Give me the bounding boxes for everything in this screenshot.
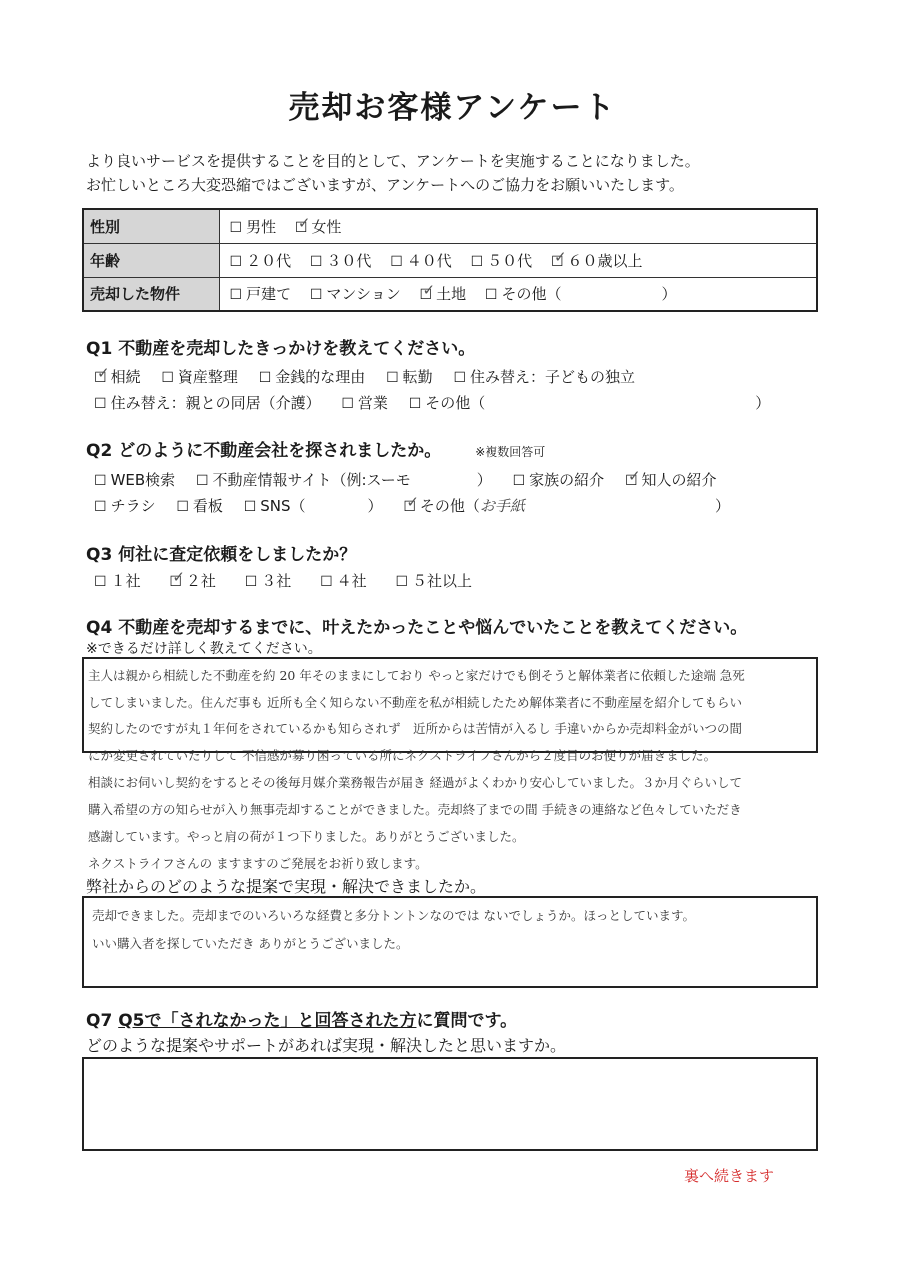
checkbox-icon[interactable]: ☐	[395, 574, 408, 590]
q2-options-row-2	[94, 495, 746, 516]
q1-option-inheritance[interactable]: ☐ ✓ 相続	[94, 366, 141, 387]
age-option-40s[interactable]: ☐ ４０代	[390, 251, 452, 270]
q3-option-3[interactable]: ☐ ３社	[244, 572, 292, 590]
q7-answer-box[interactable]	[82, 1057, 818, 1151]
q4-note: ※できるだけ詳しく教えてください。	[86, 641, 322, 657]
q7-reference: Q5で「されなかった」と回答された方	[118, 1011, 417, 1031]
checkbox-icon[interactable]: ☐	[229, 287, 243, 304]
checkbox-icon[interactable]: ☐	[390, 253, 403, 270]
gender-label: 性別	[83, 209, 219, 243]
checkbox-icon[interactable]: ☐	[309, 287, 323, 304]
q1-option-sales[interactable]: ☐ 営業	[341, 394, 388, 412]
q7-subtitle: どのような提案やサポートがあれば実現・解決したと思いますか。	[86, 1036, 567, 1055]
q4-answer-line-8: ネクストライフさんの ますますのご発展をお祈り致します。	[88, 856, 428, 871]
q5-answer-line-2: いい購入者を探していただき ありがとうございました。	[92, 936, 409, 951]
q1-options-row-2	[94, 392, 786, 413]
intro-line-2: お忙しいところ大変恐縮ではございますが、アンケートへのご協力をお願いいたします。	[86, 176, 684, 194]
q1-option-asset-organizing[interactable]: ☐ 資産整理	[161, 368, 238, 386]
checkbox-icon[interactable]: ☐	[408, 396, 422, 412]
checkbox-checked-icon[interactable]: ☐ ✓	[169, 574, 182, 590]
q4-answer-line-2: してしまいました。住んだ事も 近所も全く知らない不動産を私が相続したため解体業者に不動産屋を紹介してもらい	[88, 695, 742, 710]
q4-answer-line-5: 相談にお伺いし契約をするとその後毎月媒介業務報告が届き 経過がよくわかり安心していました。３か月ぐらいして	[88, 775, 742, 790]
checkbox-icon[interactable]: ☐	[94, 473, 107, 489]
q1-option-relocate-child[interactable]: ☐ 住み替え：子どもの独立	[453, 368, 636, 386]
q2-option-family-referral[interactable]: ☐ 家族の紹介	[512, 471, 605, 489]
checkbox-icon[interactable]: ☐	[244, 574, 258, 590]
q3-option-2[interactable]: ☐ ✓ ２社	[169, 570, 216, 591]
gender-option-female[interactable]: ☐ ✓ 女性	[295, 216, 342, 237]
q2-option-portal-site[interactable]: ☐ 不動産情報サイト（例:スーモ ）	[195, 471, 492, 489]
q2-option-sns[interactable]: ☐ SNS（ ）	[243, 497, 383, 515]
q1-options-row-1	[94, 366, 651, 387]
q4-answer-line-7: 感謝しています。やっと肩の荷が１つ下りました。ありがとうございました。	[88, 829, 525, 844]
property-option-other[interactable]: ☐ その他（ ）	[484, 285, 677, 304]
intro-line-1: より良いサービスを提供することを目的として、アンケートを実施することになりました。	[86, 152, 700, 170]
q5-title: 弊社からのどのような提案で実現・解決できましたか。	[86, 877, 487, 896]
gender-options	[219, 209, 817, 243]
age-option-20s[interactable]: ☐ ２０代	[229, 251, 292, 270]
checkbox-icon[interactable]: ☐	[512, 473, 526, 489]
checkbox-icon[interactable]: ☐	[94, 574, 107, 590]
checkbox-checked-icon[interactable]: ☐ ✓	[420, 287, 433, 303]
q7-title: Q7 Q5で「されなかった」と回答された方に質問です。	[86, 1011, 518, 1031]
gender-option-male[interactable]: ☐ 男性	[229, 217, 277, 236]
q1-option-financial[interactable]: ☐ 金銭的な理由	[258, 368, 366, 386]
property-row	[83, 277, 817, 311]
checkbox-icon[interactable]: ☐	[176, 499, 189, 515]
gender-row	[83, 209, 817, 243]
q3-option-5plus[interactable]: ☐ ５社以上	[395, 572, 473, 590]
q1-option-transfer[interactable]: ☐ 転勤	[386, 368, 433, 386]
checkbox-checked-icon[interactable]: ☐ ✓	[551, 254, 564, 270]
checkbox-icon[interactable]: ☐	[229, 253, 243, 270]
q2-option-other[interactable]: ☐ ✓ その他（お手紙 ）	[403, 495, 730, 516]
checkbox-icon[interactable]: ☐	[243, 499, 257, 515]
checkbox-icon[interactable]: ☐	[309, 253, 323, 270]
q3-title: Q3 何社に査定依頼をしましたか？	[86, 545, 357, 565]
property-option-mansion[interactable]: ☐ マンション	[309, 285, 401, 304]
q4-answer-line-1: 主人は親から相続した不動産を約 20 年そのままにしており やっと家だけでも倒そうと解体業者に依頼した途端 急死	[88, 668, 745, 683]
checkbox-checked-icon[interactable]: ☐ ✓	[625, 473, 638, 489]
age-option-50s[interactable]: ☐ ５０代	[470, 251, 533, 270]
checkbox-checked-icon[interactable]: ☐ ✓	[295, 220, 308, 236]
q4-answer-line-6: 購入希望の方の知らせが入り無事売却することができました。売却終了までの間 手続きの連絡など色々していただき	[88, 802, 742, 817]
checkbox-icon[interactable]: ☐	[94, 499, 107, 515]
age-options	[219, 243, 817, 277]
q2-options-row-1	[94, 469, 733, 490]
age-label: 年齢	[83, 243, 219, 277]
survey-title: 売却お客様アンケート	[288, 90, 617, 126]
checkbox-icon[interactable]: ☐	[161, 370, 174, 386]
checkbox-checked-icon[interactable]: ☐ ✓	[94, 370, 107, 386]
q1-option-other[interactable]: ☐ その他（ ）	[408, 394, 771, 412]
q1-title: Q1 不動産を売却したきっかけを教えてください。	[86, 339, 476, 359]
q2-other-handwritten: お手紙	[479, 497, 525, 515]
property-option-house[interactable]: ☐ 戸建て	[229, 285, 292, 304]
checkbox-icon[interactable]: ☐	[94, 396, 107, 412]
q5-answer-line-1: 売却できました。売却までのいろいろな経費と多分トントンなのでは ないでしょうか。ほっとしています。	[92, 908, 695, 923]
checkbox-icon[interactable]: ☐	[229, 219, 243, 236]
checkbox-icon[interactable]: ☐	[320, 574, 333, 590]
q3-option-1[interactable]: ☐ １社	[94, 572, 141, 590]
q4-title: Q4 不動産を売却するまでに、叶えたかったことや悩んでいたことを教えてください。	[86, 618, 748, 638]
q2-option-flyer[interactable]: ☐ チラシ	[94, 497, 156, 515]
q3-options-row	[94, 570, 488, 591]
q2-option-acquaintance-referral[interactable]: ☐ ✓ 知人の紹介	[625, 469, 717, 490]
q2-note: ※複数回答可	[475, 445, 546, 459]
q3-option-4[interactable]: ☐ ４社	[320, 572, 367, 590]
checkbox-icon[interactable]: ☐	[258, 370, 272, 386]
checkbox-checked-icon[interactable]: ☐ ✓	[403, 499, 416, 515]
checkbox-icon[interactable]: ☐	[470, 253, 484, 270]
respondent-info-table	[82, 208, 818, 312]
q2-option-signboard[interactable]: ☐ 看板	[176, 497, 223, 515]
q1-option-relocate-parent[interactable]: ☐ 住み替え：親との同居（介護）	[94, 394, 321, 412]
property-options	[219, 277, 817, 311]
checkbox-icon[interactable]: ☐	[386, 370, 399, 386]
checkbox-icon[interactable]: ☐	[453, 370, 466, 386]
property-option-land[interactable]: ☐ ✓ 土地	[420, 283, 467, 304]
q2-option-web-search[interactable]: ☐ WEB検索	[94, 471, 176, 489]
checkbox-icon[interactable]: ☐	[484, 287, 498, 304]
age-option-30s[interactable]: ☐ ３０代	[309, 251, 372, 270]
q4-answer-line-4: にか変更されていたりして 不信感が募り困っている所にネクストライフさんから２度目のお便りが届きました。	[88, 748, 717, 763]
checkbox-icon[interactable]: ☐	[341, 396, 354, 412]
q2-title: Q2 どのように不動産会社を探されましたか。 ※複数回答可	[86, 441, 546, 461]
continue-on-back-note: 裏へ続きます	[684, 1167, 775, 1185]
checkbox-icon[interactable]: ☐	[195, 473, 209, 489]
property-label: 売却した物件	[83, 277, 219, 311]
age-row	[83, 243, 817, 277]
age-option-60plus[interactable]: ☐ ✓ ６０歳以上	[551, 250, 643, 271]
q4-answer-line-3: 契約したのですが丸１年何をされているかも知らされず 近所からは苦情が入るし 手違いからか売却料金がいつの間	[88, 721, 742, 736]
